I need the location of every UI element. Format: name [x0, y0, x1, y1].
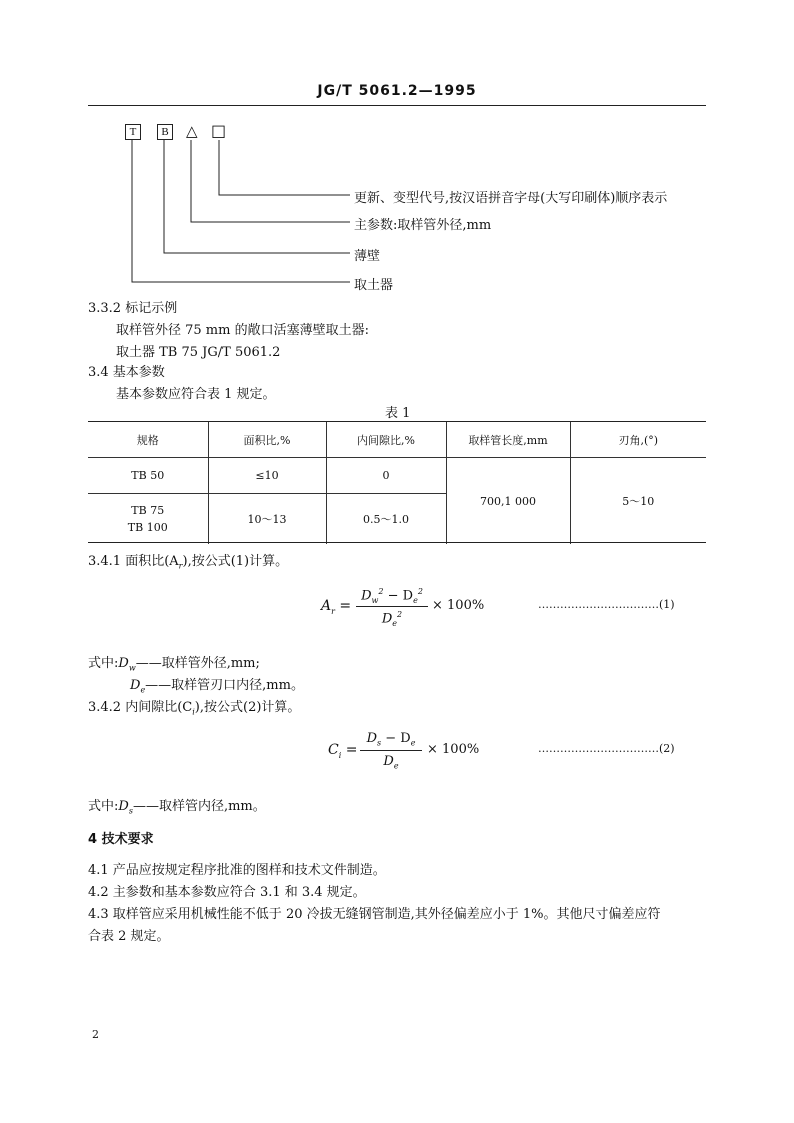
formula-1-numerator: $D_w^2 - D_e^2$: [361, 587, 423, 605]
formula-1-number: ……………………………(1): [538, 598, 675, 611]
table-bottom-rule: [88, 542, 706, 543]
where-2-line1: 式中$:D_s——$取样管内径,mm。: [88, 799, 266, 816]
table-cell-merged-angle: 5～10: [570, 458, 706, 545]
section-3-4-line1: 基本参数应符合表 1 规定。: [116, 387, 276, 402]
formula-1-denominator: $D_e^2$: [381, 610, 403, 628]
where-1-line1: 式中$:D_w——$取样管外径,mm;: [88, 656, 260, 673]
designation-box-b: B: [157, 124, 173, 140]
table-cell: ≤10: [208, 458, 326, 494]
table-cell: TB 50: [88, 458, 208, 494]
formula-2-denominator: $D_e$: [383, 754, 399, 771]
designation-leader-lines: [0, 0, 794, 300]
document-code: JG/T 5061.2—1995: [317, 83, 477, 99]
table-cell-spec: [88, 494, 208, 545]
section-4-3-line1: 4.3 取样管应采用机械性能不低于 20 冷拔无缝钢管制造,其外径偏差应小于 1%。其他尺寸偏差应符: [88, 907, 661, 922]
table-1: [88, 422, 706, 544]
where-1-line2: $D_e——$取样管刃口内径,mm。: [130, 678, 304, 695]
table-cell: 0: [326, 458, 446, 494]
table-cell-merged-length: 700,1 000: [446, 458, 570, 545]
page-number: 2: [92, 1028, 99, 1041]
formula-2-numerator: $D_s - D_e$: [366, 731, 416, 748]
formula-1-fraction-bar: [356, 606, 428, 607]
section-4-1: 4.1 产品应按规定程序批准的图样和技术文件制造。: [88, 863, 386, 878]
table-1-caption: 表 1: [385, 406, 411, 421]
table-cell-line: TB 100: [127, 521, 168, 534]
table-header-cell: 刃角,(°): [570, 422, 706, 458]
designation-label-main-param: 主参数:取样管外径,mm: [354, 218, 492, 233]
table-cell: 0.5～1.0: [326, 494, 446, 545]
formula-1-multiplier: × 100%: [432, 598, 485, 613]
formula-2-number: ……………………………(2): [538, 742, 675, 755]
table-row: [88, 458, 706, 494]
section-4-heading: 4 技术要求: [88, 832, 154, 847]
section-3-4-1-heading: 3.4.1 面积比$(A_r)$,按公式(1)计算。: [88, 554, 289, 571]
designation-square: □: [211, 121, 227, 140]
section-3-3-2-heading: 3.3.2 标记示例: [88, 301, 178, 316]
designation-triangle: △: [186, 122, 198, 140]
section-3-4-2-heading: 3.4.2 内间隙比$(C_i)$,按公式(2)计算。: [88, 700, 301, 717]
section-4-3-line2: 合表 2 规定。: [88, 929, 170, 944]
table-header-row: [88, 422, 706, 458]
designation-label-update: 更新、变型代号,按汉语拼音字母(大写印刷体)顺序表示: [354, 191, 668, 206]
formula-1-lhs: $A_r$ =: [321, 598, 352, 616]
formula-2-lhs: $C_i$ =: [328, 742, 358, 760]
formula-2-multiplier: × 100%: [427, 742, 480, 757]
section-3-4-heading: 3.4 基本参数: [88, 365, 165, 380]
table-header-cell: 规格: [88, 422, 208, 458]
table-cell-line: TB 75: [131, 504, 165, 517]
formula-2-fraction-bar: [360, 750, 422, 751]
table-cell: 10～13: [208, 494, 326, 545]
designation-box-t: T: [125, 124, 141, 140]
designation-label-sampler: 取土器: [354, 278, 394, 293]
table-header-cell: 面积比,%: [208, 422, 326, 458]
table-header-cell: 内间隙比,%: [326, 422, 446, 458]
designation-label-thin-wall: 薄壁: [354, 249, 381, 264]
section-4-2: 4.2 主参数和基本参数应符合 3.1 和 3.4 规定。: [88, 885, 366, 900]
section-3-3-2-line1: 取样管外径 75 mm 的敞口活塞薄壁取土器:: [116, 323, 369, 338]
table-header-cell: 取样管长度,mm: [446, 422, 570, 458]
section-3-3-2-line2: 取土器 TB 75 JG/T 5061.2: [116, 345, 281, 360]
